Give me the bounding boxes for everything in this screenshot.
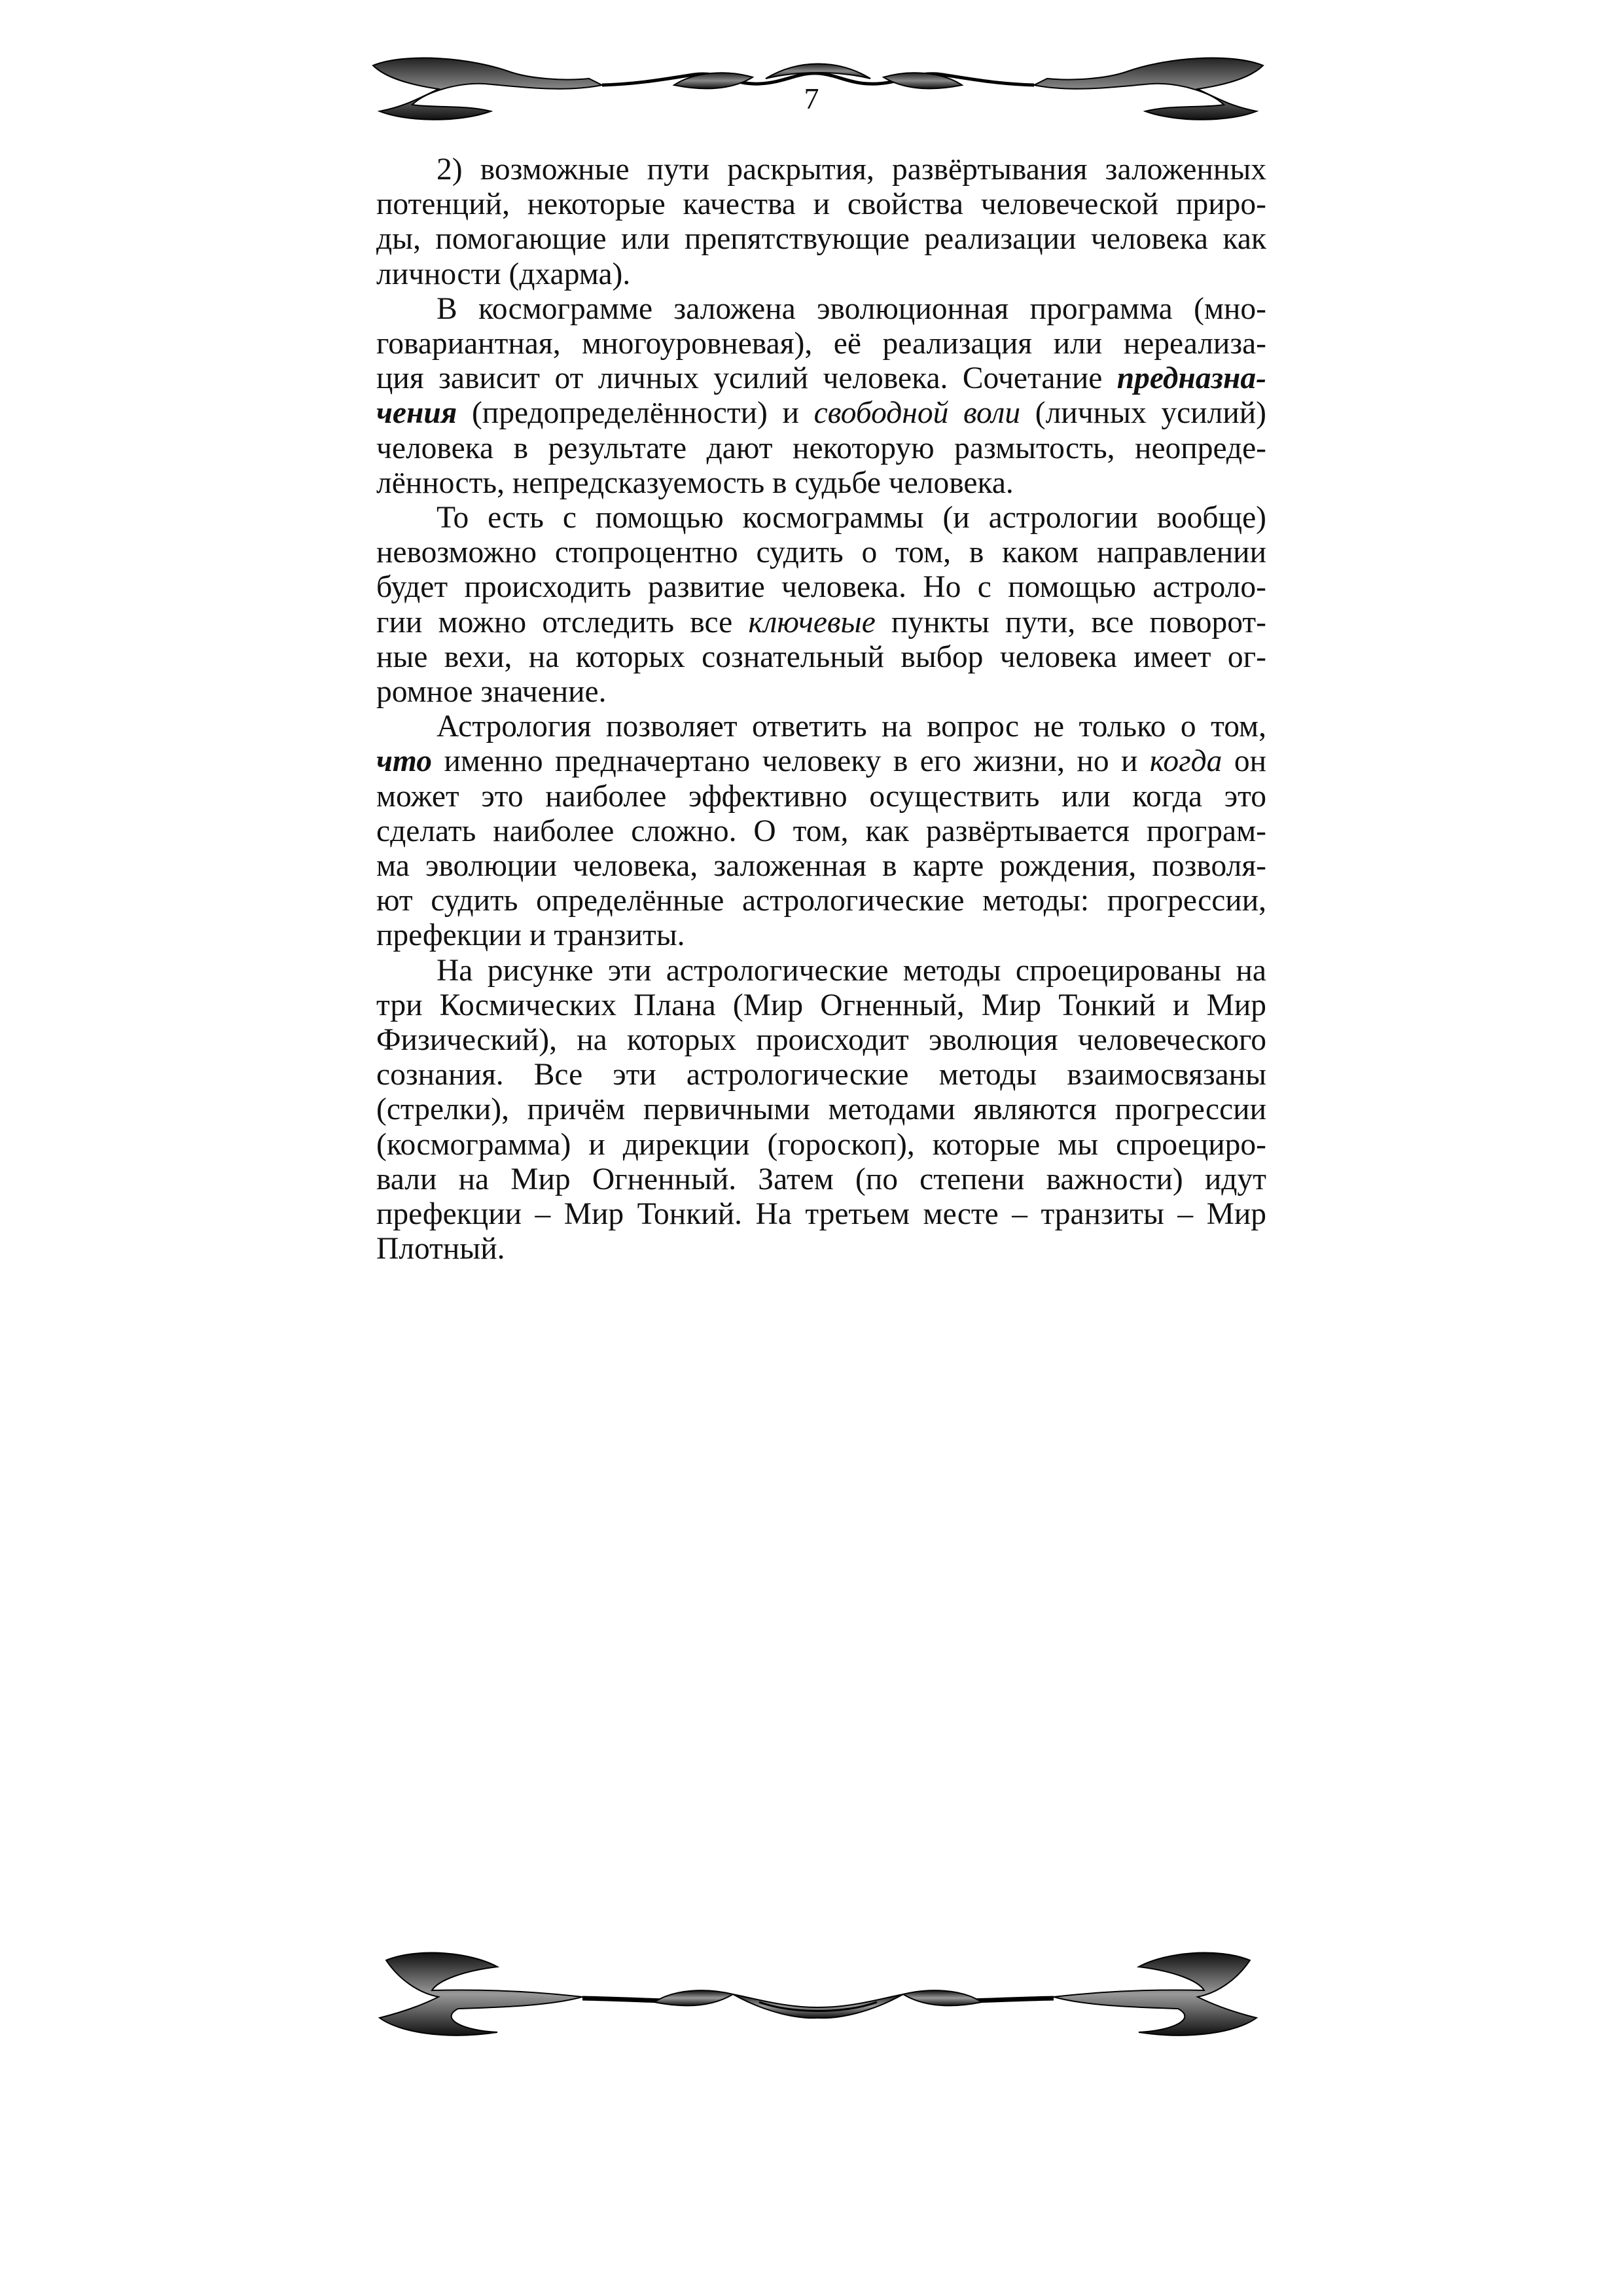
text-line: будет происходить развитие человека. Но с помощью астроло-: [376, 570, 1266, 605]
text-line: Плотный.: [376, 1232, 505, 1266]
text-line: префекции – Мир Тонкий. На третьем месте – транзиты – Мир: [376, 1197, 1266, 1232]
text-line: лённость, непредсказуемость в судьбе человека.: [376, 465, 1014, 500]
emphasis-bold-italic: чения: [376, 396, 457, 431]
text-line: ные вехи, на которых сознательный выбор человека имеет ог-: [376, 639, 1266, 674]
emphasis-italic: свободной воли: [813, 396, 1021, 431]
paragraph: [376, 954, 1266, 1267]
text-line: личности (дхарма).: [376, 257, 631, 291]
paragraph: [376, 501, 1266, 709]
emphasis-bold-italic: что: [376, 744, 433, 779]
body-text: [376, 152, 1266, 1267]
text-line: ромное значение.: [376, 675, 607, 709]
text-line: говариантная, многоуровневая), её реализация или нереализа-: [376, 327, 1266, 361]
text-line: префекции и транзиты.: [376, 918, 685, 953]
emphasis-italic: когда: [1149, 744, 1222, 779]
text-line: потенций, некоторые качества и свойства человеческой приро-: [376, 187, 1266, 222]
text-line: (стрелки), причём первичными методами являются прогрессии: [376, 1092, 1266, 1127]
text-line: [376, 744, 1266, 779]
text-line: сознания. Все эти астрологические методы взаимосвязаны: [376, 1058, 1266, 1092]
bottom-ornament-divider: [366, 1934, 1270, 2045]
text-line: Физический), на которых происходит эволюция человеческого: [376, 1023, 1266, 1058]
emphasis-italic: ключевые: [748, 605, 876, 639]
text-line: [376, 396, 1266, 431]
text-line: ма эволюции человека, заложенная в карте рождения, позволя-: [376, 849, 1266, 884]
text-line: может это наиболее эффективно осуществить или когда это: [376, 779, 1266, 814]
paragraph: [376, 709, 1266, 953]
text-line: То есть с помощью космограммы (и астрологии вообще): [437, 501, 1266, 535]
text-line: [376, 605, 1266, 640]
text-line: ют судить определённые астрологические методы: прогрессии,: [376, 884, 1266, 918]
text-run: (предопределённости) и: [457, 396, 814, 431]
text-line: На рисунке эти астрологические методы спроецированы на: [437, 953, 1266, 988]
text-line: сделать наиболее сложно. О том, как развёртывается програм-: [376, 814, 1266, 848]
text-line: 2) возможные пути раскрытия, развёртывания заложенных: [437, 152, 1266, 187]
emphasis-bold-italic: предназна-: [1116, 361, 1266, 396]
text-line: вали на Мир Огненный. Затем (по степени важности) идут: [376, 1162, 1266, 1196]
text-run: именно предначертано человеку в его жизни, но и: [432, 744, 1150, 779]
text-line: ды, помогающие или препятствующие реализации человека как: [376, 222, 1266, 257]
text-run: (личных усилий): [1020, 396, 1267, 431]
text-line: В космограмме заложена эволюционная программа (мно-: [437, 291, 1266, 326]
text-line: невозможно стопроцентно судить о том, в каком направлении: [376, 535, 1266, 570]
text-line: человека в результате дают некоторую размытость, неопреде-: [376, 431, 1266, 465]
paragraph: [376, 152, 1266, 292]
text-run: гии можно отследить все: [376, 605, 749, 639]
page-number: 7: [804, 82, 819, 115]
text-run: ция зависит от личных усилий человека. Сочетание: [376, 361, 1117, 396]
text-line: три Космических Плана (Мир Огненный, Мир Тонкий и Мир: [376, 988, 1266, 1022]
text-line: Астрология позволяет ответить на вопрос не только о том,: [437, 709, 1266, 744]
text-run: он: [1222, 744, 1267, 779]
text-run: пункты пути, все поворот-: [875, 605, 1266, 639]
text-line: (космограмма) и дирекции (гороскоп), которые мы спроециро-: [376, 1127, 1266, 1162]
text-line: [376, 361, 1266, 396]
paragraph: [376, 292, 1266, 501]
